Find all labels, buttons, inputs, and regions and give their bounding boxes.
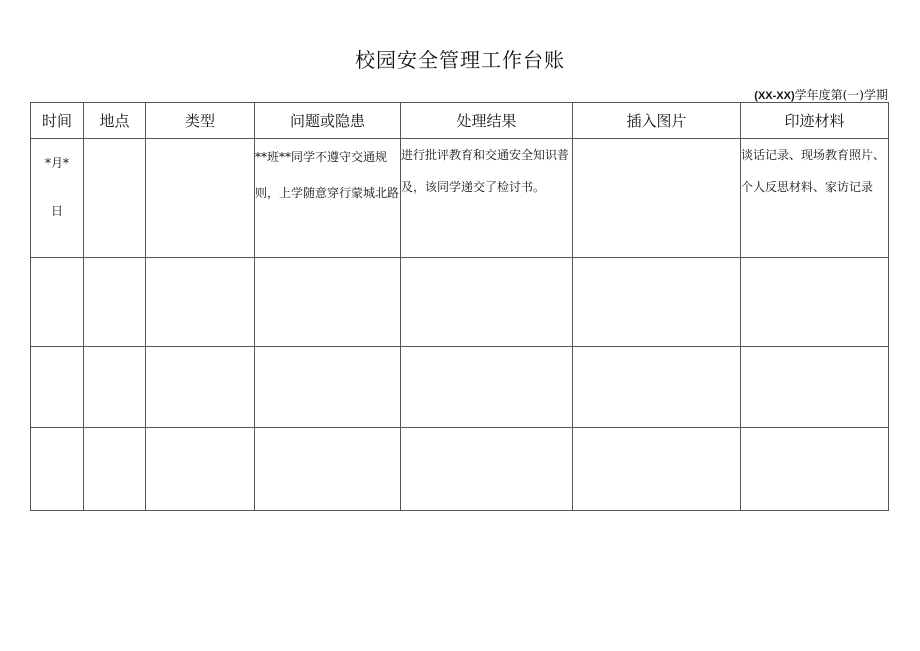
cell-time[interactable] [31, 139, 84, 258]
header-type: 类型 [146, 103, 255, 139]
cell-time[interactable] [31, 258, 84, 347]
cell-material[interactable] [741, 347, 889, 428]
cell-location[interactable] [84, 139, 146, 258]
header-result: 处理结果 [401, 103, 573, 139]
cell-location[interactable] [84, 258, 146, 347]
header-image: 插入图片 [573, 103, 741, 139]
term-year: (XX-XX) [754, 90, 795, 102]
cell-type[interactable] [146, 428, 255, 511]
cell-type[interactable] [146, 139, 255, 258]
cell-material[interactable]: 谈话记录、现场教育照片、个人反思材料、家访记录 [741, 139, 889, 258]
cell-type[interactable] [146, 258, 255, 347]
header-time: 时间 [31, 103, 84, 139]
cell-material[interactable] [741, 428, 889, 511]
cell-result[interactable]: 进行批评教育和交通安全知识普及，该同学递交了检讨书。 [401, 139, 573, 258]
cell-image[interactable] [573, 347, 741, 428]
cell-location[interactable] [84, 347, 146, 428]
cell-image[interactable] [573, 428, 741, 511]
table-row [31, 258, 889, 347]
table-row [31, 139, 889, 258]
cell-result[interactable] [401, 347, 573, 428]
table-row [31, 347, 889, 428]
term-text: 学年度第(一)学期 [794, 88, 888, 102]
document-title: 校园安全管理工作台账 [355, 48, 565, 72]
cell-issue[interactable]: **班**同学不遵守交通规则，上学随意穿行蒙城北路 [255, 139, 401, 258]
cell-time[interactable] [31, 347, 84, 428]
header-issue: 问题或隐患 [255, 103, 401, 139]
term-label [754, 86, 888, 103]
safety-ledger-table [30, 102, 889, 511]
header-location: 地点 [84, 103, 146, 139]
cell-type[interactable] [146, 347, 255, 428]
cell-result[interactable] [401, 258, 573, 347]
header-material: 印迹材料 [741, 103, 889, 139]
time-day: 日 [50, 204, 63, 218]
table-header-row [31, 103, 889, 139]
cell-material[interactable] [741, 258, 889, 347]
cell-issue[interactable] [255, 428, 401, 511]
cell-location[interactable] [84, 428, 146, 511]
cell-image[interactable] [573, 139, 741, 258]
cell-time[interactable] [31, 428, 84, 511]
time-month: *月* [44, 156, 69, 170]
cell-issue[interactable] [255, 258, 401, 347]
cell-issue[interactable] [255, 347, 401, 428]
cell-image[interactable] [573, 258, 741, 347]
cell-result[interactable] [401, 428, 573, 511]
table-row [31, 428, 889, 511]
